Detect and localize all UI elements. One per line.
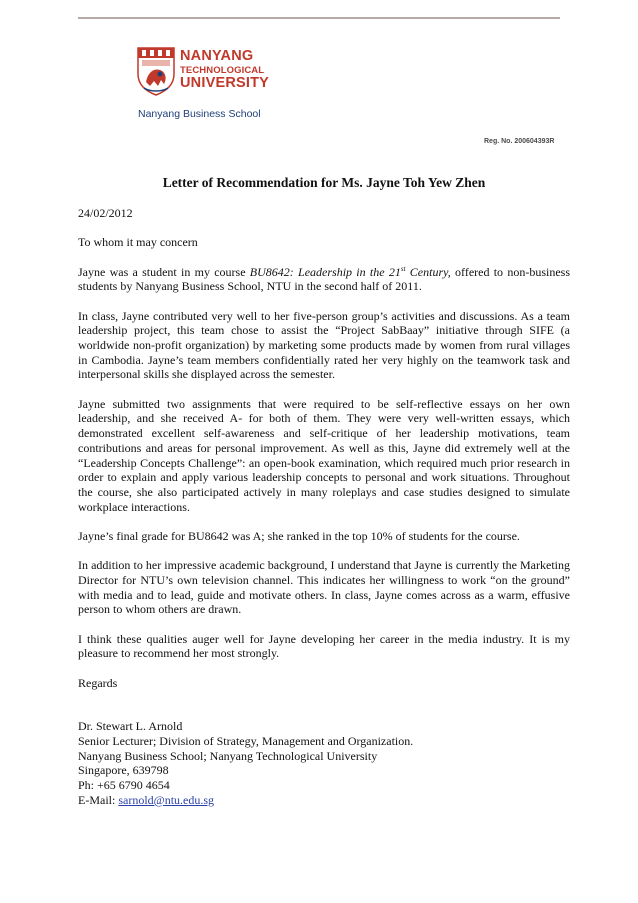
course-name: [250, 265, 451, 279]
school-name: Nanyang Business School: [138, 108, 261, 120]
paragraph-2: In class, Jayne contributed very well to her five-person group’s activities and discussions. As a team leadership project, this team chose to assist the “Project SabBaay” initiative through SIFE (a worldwide non-profit organization) by marketing some products made by women from rural villages in Cambodia. Jayne’s team members confidentially rated her very highly on the teamwork task and interpersonal skills she displayed across the semester.: [78, 308, 570, 382]
paragraph-1: [78, 265, 570, 294]
paragraph-5: In addition to her impressive academic background, I understand that Jayne is currently the Marketing Director for NTU’s own television channel. This indicates her willingness to work “on the ground” with media and to lead, guide and motivate others. In class, Jayne comes across as a warm, effusive person to whom others are drawn.: [78, 558, 570, 617]
university-line-3: UNIVERSITY: [180, 75, 270, 91]
registration-number: Reg. No. 200604393R: [484, 138, 555, 145]
course-superscript: st: [400, 264, 406, 273]
university-line-1: NANYANG: [180, 48, 254, 64]
letter-title: Letter of Recommendation for Ms. Jayne Toh Yew Zhen: [162, 175, 486, 190]
ntu-crest-logo: [136, 46, 176, 96]
signatory-position: Senior Lecturer; Division of Strategy, Management and Organization.: [78, 734, 414, 749]
email-label: E-Mail:: [78, 792, 119, 807]
signatory-name: Dr. Stewart L. Arnold: [78, 719, 183, 734]
header-rule: [78, 17, 560, 19]
email-link[interactable]: sarnold@ntu.edu.sg: [118, 792, 215, 807]
signatory-institution: Nanyang Business School; Nanyang Technological University: [78, 748, 378, 763]
salutation: To whom it may concern: [78, 235, 198, 250]
paragraph-4: Jayne’s final grade for BU8642 was A; she ranked in the top 10% of students for the course.: [78, 528, 520, 543]
paragraph-6: I think these qualities auger well for Jayne developing her career in the media industry. It is my pleasure to recommend her most strongly.: [78, 631, 570, 661]
course-name-end: Century,: [405, 264, 451, 279]
course-name-text: BU8642: Leadership in the 21: [249, 264, 401, 279]
paragraph-3: Jayne submitted two assignments that were required to be self-reflective essays on her own leadership, and she received A- for both of them. They were very well-written essays, which demonstrated excellent self-awareness and self-critique of her leadership motivations, team contributions and areas for personal improvement. As well as this, Jayne did extremely well at the “Leadership Concepts Challenge”: an open-book examination, which required much prior research in order to explain and apply various leadership concepts to personal and work situations. Throughout the course, she also participated actively in many roleplays and case studies designed to simulate workplace interactions.: [78, 396, 570, 514]
signature-block: [78, 719, 570, 807]
university-line-2: TECHNOLOGICAL: [180, 64, 265, 76]
university-name: [180, 49, 269, 91]
letter-date: 24/02/2012: [78, 206, 133, 220]
paragraph-1-intro: Jayne was a student in my course: [78, 264, 250, 279]
paragraph-1-rest: offered to non-business students by Nanyang Business School, NTU in the second half of 2011.: [78, 264, 570, 294]
letter-body: [78, 206, 570, 808]
signatory-city: Singapore, 639798: [78, 763, 169, 778]
closing: Regards: [78, 675, 118, 690]
signatory-phone: Ph: +65 6790 4654: [78, 778, 170, 793]
signatory-email-line: [78, 793, 570, 808]
